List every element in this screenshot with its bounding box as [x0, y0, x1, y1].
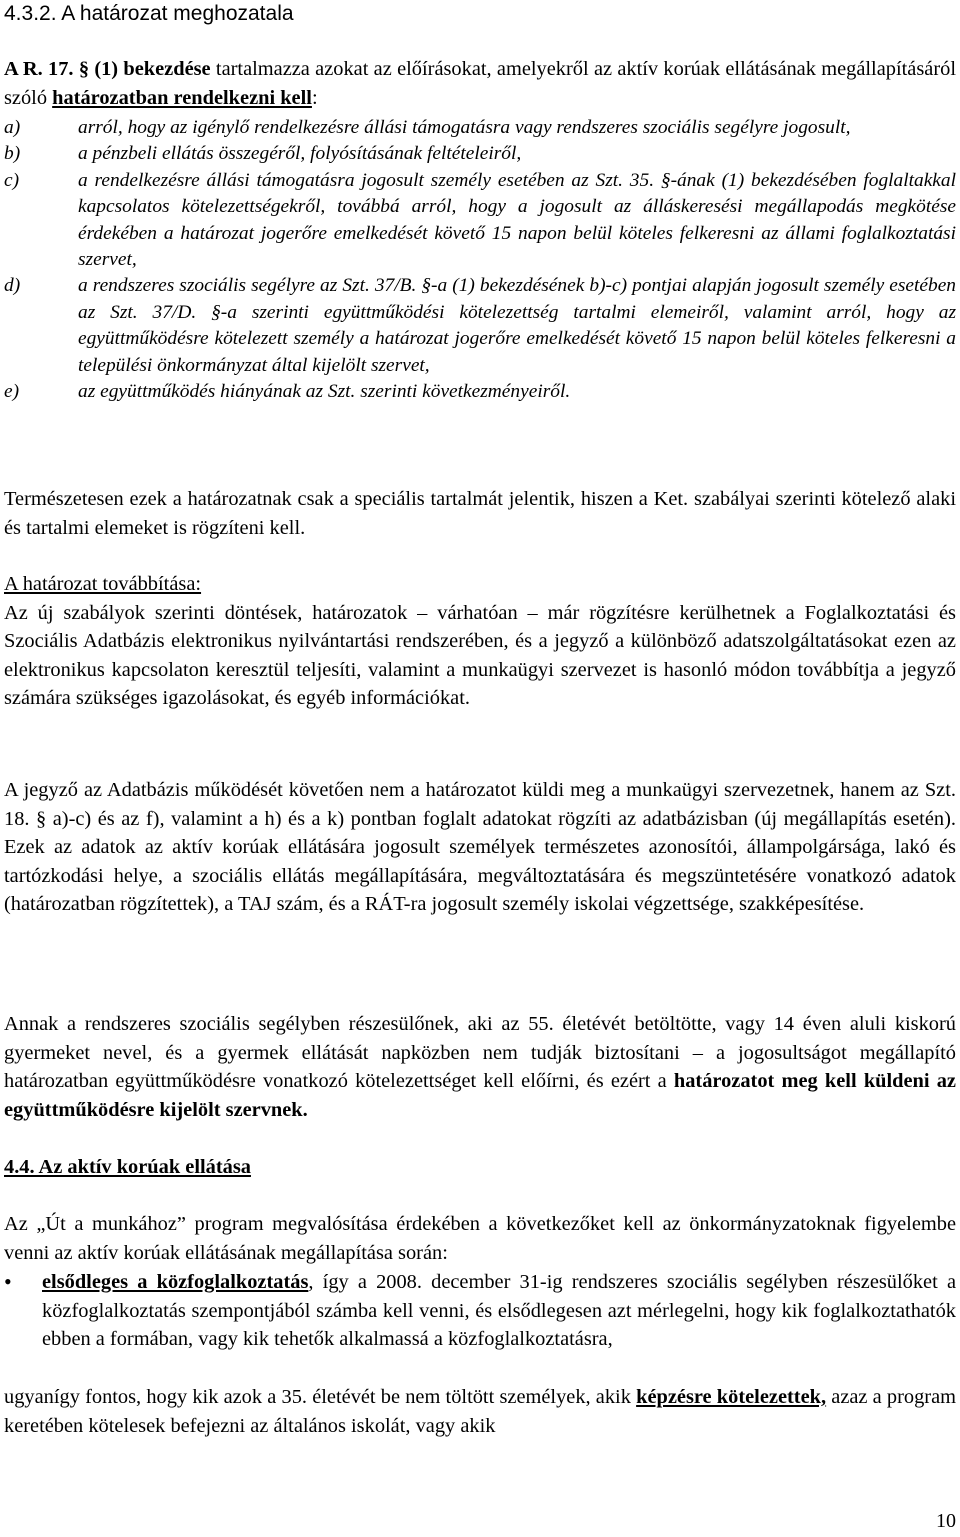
intro-middle: tartalmazza azokat az előírásokat, amelyekről az aktív korúak ellátásának megállapításáról szóló: [4, 58, 956, 109]
training-emphasis: képzésre kötelezettek,: [636, 1386, 827, 1408]
bullet-body: , így a 2008. december 31-ig rendszeres szociális segélyben részesülőket a közfoglalkoztatás szempontjából számba kell venni, és elsődlegesen azt mérlegelni, hogy kik foglalkoztathatók ebben a formában, vagy kik tehetők alkalmassá a közfoglalkoztatásra,: [42, 1271, 956, 1351]
list-item: [4, 141, 956, 167]
list-item: [4, 168, 956, 274]
subsection-heading: [4, 1153, 956, 1182]
bullet-emphasis: elsődleges a közfoglalkoztatás: [42, 1271, 309, 1293]
list-text: a pénzbeli ellátás összegéről, folyósításának feltételeiről,: [78, 143, 522, 165]
paragraph-cooperation: [4, 1010, 956, 1124]
list-marker: b): [4, 143, 21, 165]
section-heading: 4.3.2. A határozat meghozatala: [4, 2, 294, 25]
training-end: azaz a program keretében kötelesek befejezni az általános iskolát, vagy akik: [4, 1386, 956, 1437]
list-text: a rendelkezésre állási támogatásra jogosult személy esetében az Szt. 35. §-ának (1) bekezdésében foglaltakkal kapcsolatos kötelezettségekről, továbbá arról, hogy a jogosult az álláskeresési megállapodás megkötése érdekében a határozat jogerőre emelkedését követő 15 napon belül köteles felkeresni az állami foglalkoztatási szervet,: [78, 169, 956, 271]
bullet-list: [4, 1268, 956, 1354]
bullet-item: [4, 1268, 956, 1354]
cooperation-emphasis: határozatot meg kell küldeni az együttműködésre kijelölt szervnek.: [4, 1070, 956, 1121]
intro-emphasis: határozatban rendelkezni kell: [52, 86, 312, 109]
forwarding-text: Az új szabályok szerinti döntések, határozatok – várhatóan – már rögzítésre kerülhetnek a Foglalkoztatási és Szociális Adatbázis elektronikus nyilvántartási rendszerében, és a jegyző a különböző adatszolgáltatásokat ezen az elektronikus kapcsolaton keresztül teljesíti, valamint a munkaügyi szervezet is hasonló módon továbbítja a jegyző számára szükséges igazolásokat, és egyéb információkat.: [4, 601, 956, 710]
paragraph-program: Az „Út a munkához” program megvalósítása érdekében a következőket kell az önkormányzatoknak figyelembe venni az aktív korúak ellátásának megállapítása során:: [4, 1213, 956, 1264]
list-marker: e): [4, 381, 20, 403]
list-item: [4, 273, 956, 379]
list-item: [4, 379, 956, 405]
intro-end: :: [311, 86, 318, 109]
subsection-title: 4.4. Az aktív korúak ellátása: [4, 1156, 251, 1178]
requirements-list: [4, 115, 956, 405]
paragraph-training: [4, 1383, 956, 1440]
list-marker: c): [4, 169, 20, 191]
intro-paragraph: [4, 55, 956, 112]
list-text: a rendszeres szociális segélyre az Szt. 37/B. §-a (1) bekezdésének b)-c) pontjai alapján jogosult személy esetében az Szt. 37/D. §-a szerinti együttműködési kötelezettség tartalmi elemeiről, valamint arról, hogy az együttműködésre kötelezett személy a határozat jogerőre emelkedését követő 15 napon belül köteles felkeresni a települési önkormányzat által kijelölt szervet,: [78, 275, 956, 376]
list-text: az együttműködés hiányának az Szt. szerinti következményeiről.: [78, 381, 571, 403]
list-text: arról, hogy az igénylő rendelkezésre állási támogatásra vagy rendszeres szociális segélyre jogosult,: [78, 117, 851, 138]
list-marker: d): [4, 275, 21, 297]
forwarding-title: A határozat továbbítása:: [4, 573, 202, 595]
list-item: [4, 115, 956, 141]
bullet-text: [42, 1268, 956, 1354]
forwarding-section: [4, 570, 956, 713]
page-number: 10: [936, 1510, 956, 1532]
bullet-icon: •: [4, 1269, 12, 1294]
intro-lead: A R. 17. § (1) bekezdése: [4, 58, 211, 80]
cooperation-text: Annak a rendszeres szociális segélyben részesülőnek, aki az 55. életévét betöltötte, vagy 14 éven aluli kiskorú gyermeket nevel, és a gyermek ellátását napközben nem tudják biztosítani – a jogosultságot megállapító határozatban együttműködésre vonatkozó kötelezettséget kell előírni, és ezért a: [4, 1013, 956, 1093]
training-text: ugyanígy fontos, hogy kik azok a 35. életévét be nem töltött személyek, akik: [4, 1386, 637, 1408]
list-marker: a): [4, 117, 21, 138]
paragraph-ket: Természetesen ezek a határozatnak csak a speciális tartalmát jelentik, hiszen a Ket. szabályai szerinti kötelező alaki és tartalmi elemeket is rögzíteni kell.: [4, 488, 956, 539]
paragraph-notary: A jegyző az Adatbázis működését követően nem a határozatot küldi meg a munkaügyi szervezetnek, hanem az Szt. 18. § a)-c) és az f), valamint a h) és a k) pontban foglalt adatokat rögzíti az adatbázisban (új megállapítás esetén). Ezek az adatok az aktív korúak ellátására jogosult személyek természetes azonosítói, állampolgársága, lakó és tartózkodási helye, a szociális ellátás megállapítására, megváltoztatására és megszüntetésére vonatkozó adatok (határozatban rögzítettek), a TAJ szám, és a RÁT-ra jogosult személy iskolai végzettsége, szakképesítése.: [4, 779, 956, 916]
